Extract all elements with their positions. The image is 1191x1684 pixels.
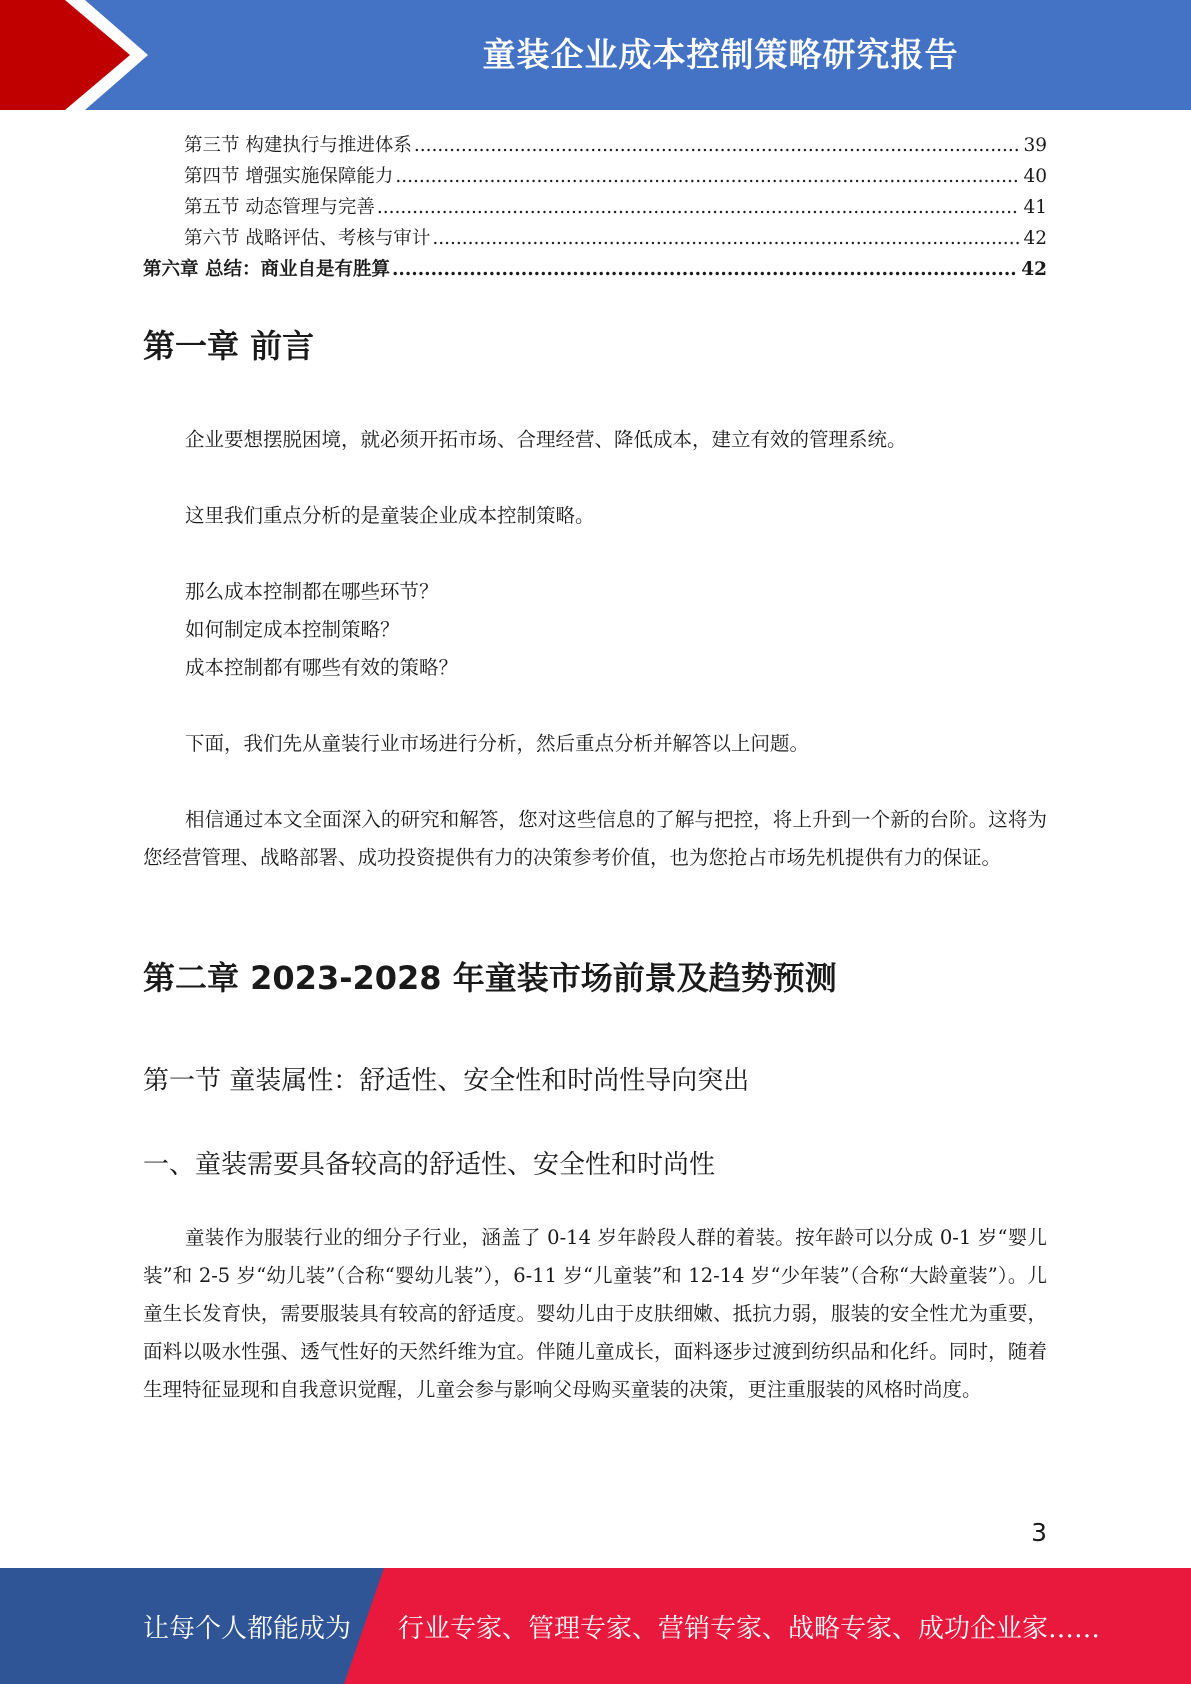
toc-entry-page: 39 [1023,135,1047,156]
table-of-contents [143,130,1047,285]
report-title: 童装企业成本控制策略研究报告 [482,34,959,74]
toc-entry[interactable] [143,161,1047,192]
header-banner [0,0,1191,110]
page-number: 3 [1031,1518,1047,1547]
section-heading: 第一节 童装属性：舒适性、安全性和时尚性导向突出 [143,1066,750,1096]
toc-leader-dots [377,192,1020,223]
body-paragraph: 企业要想摆脱困境，就必须开拓市场、合理经营、降低成本，建立有效的管理系统。 [185,428,907,451]
toc-entry-label: 第五节 动态管理与完善 [184,197,375,218]
body-paragraph: 下面，我们先从童装行业市场进行分析，然后重点分析并解答以上问题。 [185,732,810,755]
toc-entry-page: 40 [1023,166,1047,187]
toc-entry-label: 第三节 构建执行与推进体系 [184,135,412,156]
subsection-heading: 一、童装需要具备较高的舒适性、安全性和时尚性 [143,1150,716,1180]
toc-leader-dots [395,161,1019,192]
chapter-heading: 第二章 2023-2028 年童装市场前景及趋势预测 [143,959,837,997]
toc-entry-page: 42 [1023,228,1047,249]
footer-slogan-left: 让每个人都能成为 [143,1613,352,1644]
toc-leader-dots [392,254,1017,285]
body-paragraph: 这里我们重点分析的是童装企业成本控制策略。 [185,504,595,527]
body-paragraph: 如何制定成本控制策略？ [185,618,400,641]
toc-entry-label: 第六节 战略评估、考核与审计 [184,228,431,249]
chapter-heading: 第一章 前言 [143,327,315,365]
body-paragraph: 那么成本控制都在哪些环节？ [185,580,439,603]
toc-entry-page: 42 [1021,259,1047,280]
footer-banner [0,1568,1191,1684]
body-paragraph: 成本控制都有哪些有效的策略？ [185,656,459,679]
toc-entry-label: 第六章 总结：商业自是有胜算 [143,259,390,280]
footer-slogan-right: 行业专家、管理专家、营销专家、战略专家、成功企业家…… [398,1613,1101,1644]
toc-entry-label: 第四节 增强实施保障能力 [184,166,394,187]
toc-entry[interactable] [143,130,1047,161]
toc-entry[interactable] [143,223,1047,254]
toc-entry-page: 41 [1023,197,1047,218]
body-paragraph: 相信通过本文全面深入的研究和解答，您对这些信息的了解与把控，将上升到一个新的台阶。这将为您经营管理、战略部署、成功投资提供有力的决策参考价值，也为您抢占市场先机提供有力的保证。 [143,808,1047,869]
toc-leader-dots [414,130,1020,161]
body-paragraph: 童装作为服装行业的细分子行业，涵盖了 0-14 岁年龄段人群的着装。按年龄可以分成 0-1 岁“婴儿装”和 2-5 岁“幼儿装”（合称“婴幼儿装”），6-11 岁“儿童装”和 12-14 岁“少年装”（合称“大龄童装”）。儿童生长发育快，需要服装具有较高的舒适度。婴幼儿由于皮肤细嫩、抵抗力弱，服装的安全性尤为重要，面料以吸水性强、透气性好的天然纤维为宜。伴随儿童成长，面料逐步过渡到纺织品和化纤。同时，随着生理特征显现和自我意识觉醒，儿童会参与影响父母购买童装的决策，更注重服装的风格时尚度。 [143,1226,1047,1401]
toc-entry-chapter[interactable] [143,254,1047,285]
toc-entry[interactable] [143,192,1047,223]
toc-leader-dots [432,223,1019,254]
